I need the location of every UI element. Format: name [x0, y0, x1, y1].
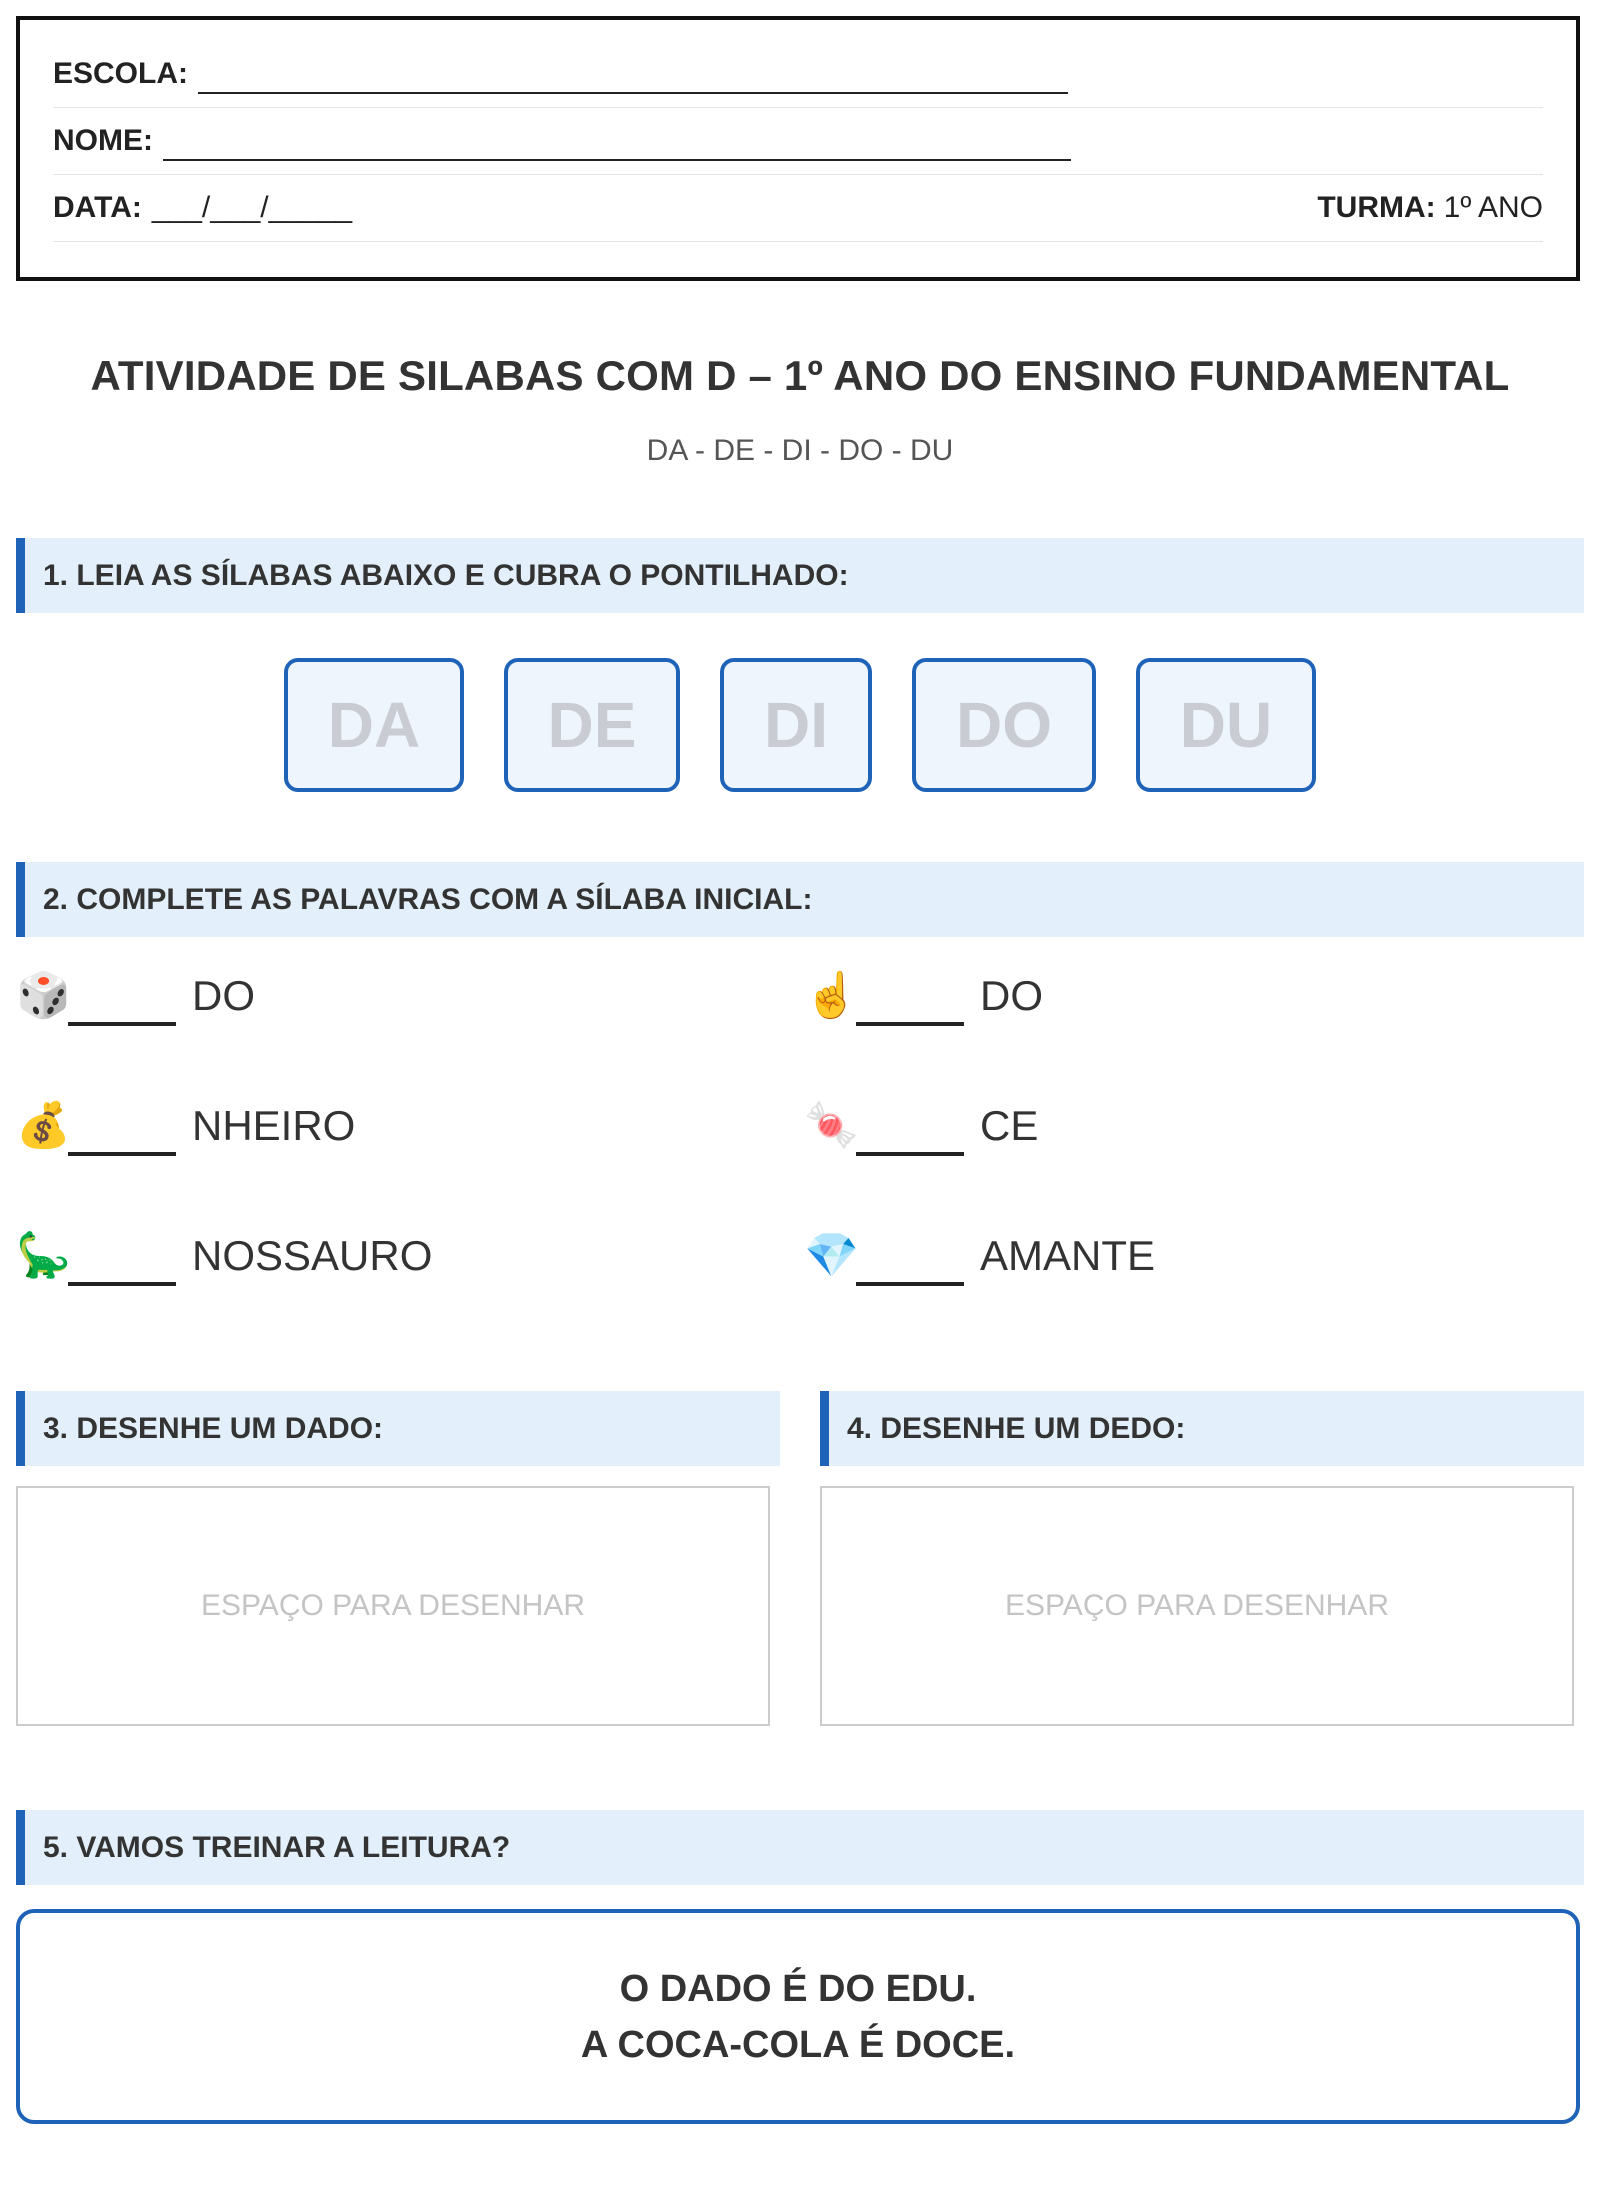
escola-row — [53, 40, 1543, 108]
word-suffix: DO — [192, 972, 255, 1019]
dice-icon: 🎲 — [16, 971, 71, 1020]
word-suffix: DO — [980, 972, 1043, 1019]
syllable-box[interactable]: DE — [504, 658, 680, 792]
word-item — [16, 966, 255, 1026]
word-item — [804, 1226, 1155, 1286]
data-label: DATA: — [53, 190, 142, 224]
syllable-box[interactable]: DO — [912, 658, 1096, 792]
word-suffix: NOSSAURO — [192, 1232, 433, 1279]
word-item — [804, 1096, 1038, 1156]
syllable-row — [16, 658, 1584, 792]
finger-icon: ☝️ — [804, 971, 859, 1020]
section-5-header: 5. VAMOS TREINAR A LEITURA? — [16, 1810, 1584, 1885]
section-1-header: 1. LEIA AS SÍLABAS ABAIXO E CUBRA O PONTILHADO: — [16, 538, 1584, 613]
data-row — [53, 174, 1543, 242]
turma-value: 1º ANO — [1443, 190, 1543, 224]
syllable-blank[interactable] — [856, 1238, 964, 1286]
section-4-header: 4. DESENHE UM DEDO: — [820, 1391, 1584, 1466]
draw-area-dado[interactable]: ESPAÇO PARA DESENHAR — [16, 1486, 770, 1726]
diamond-icon: 💎 — [804, 1231, 859, 1280]
reading-box — [16, 1909, 1580, 2124]
turma-group — [1317, 191, 1543, 225]
money-bag-icon: 💰 — [16, 1101, 71, 1150]
word-suffix: NHEIRO — [192, 1102, 356, 1149]
dinosaur-icon: 🦕 — [16, 1231, 71, 1280]
section-2-header: 2. COMPLETE AS PALAVRAS COM A SÍLABA INICIAL: — [16, 862, 1584, 937]
nome-row — [53, 107, 1543, 175]
page-title: ATIVIDADE DE SILABAS COM D – 1º ANO DO ENSINO FUNDAMENTAL — [90, 352, 1510, 399]
syllable-box[interactable]: DA — [284, 658, 464, 792]
syllable-box[interactable]: DI — [720, 658, 872, 792]
word-suffix: CE — [980, 1102, 1039, 1149]
reading-line-1: O DADO É DO EDU. — [619, 1967, 977, 2010]
syllable-blank[interactable] — [856, 1108, 964, 1156]
data-field[interactable]: ___/___/_____ — [151, 190, 353, 224]
nome-field[interactable] — [163, 125, 1071, 161]
syllable-blank[interactable] — [68, 1238, 176, 1286]
section-3-header: 3. DESENHE UM DADO: — [16, 1391, 780, 1466]
page-subtitle: DA - DE - DI - DO - DU — [646, 434, 954, 467]
draw-area-dedo[interactable]: ESPAÇO PARA DESENHAR — [820, 1486, 1574, 1726]
reading-line-2: A COCA-COLA É DOCE. — [580, 2023, 1016, 2066]
syllable-blank[interactable] — [856, 978, 964, 1026]
syllable-blank[interactable] — [68, 1108, 176, 1156]
nome-label: NOME: — [53, 123, 153, 157]
syllable-box[interactable]: DU — [1136, 658, 1316, 792]
word-suffix: AMANTE — [980, 1232, 1156, 1279]
word-item — [16, 1096, 355, 1156]
turma-label: TURMA: — [1317, 190, 1436, 224]
escola-label: ESCOLA: — [53, 56, 188, 90]
candy-icon: 🍬 — [804, 1101, 859, 1150]
word-item — [16, 1226, 432, 1286]
student-info-box — [16, 16, 1580, 281]
word-item — [804, 966, 1043, 1026]
escola-field[interactable] — [198, 58, 1068, 94]
syllable-blank[interactable] — [68, 978, 176, 1026]
